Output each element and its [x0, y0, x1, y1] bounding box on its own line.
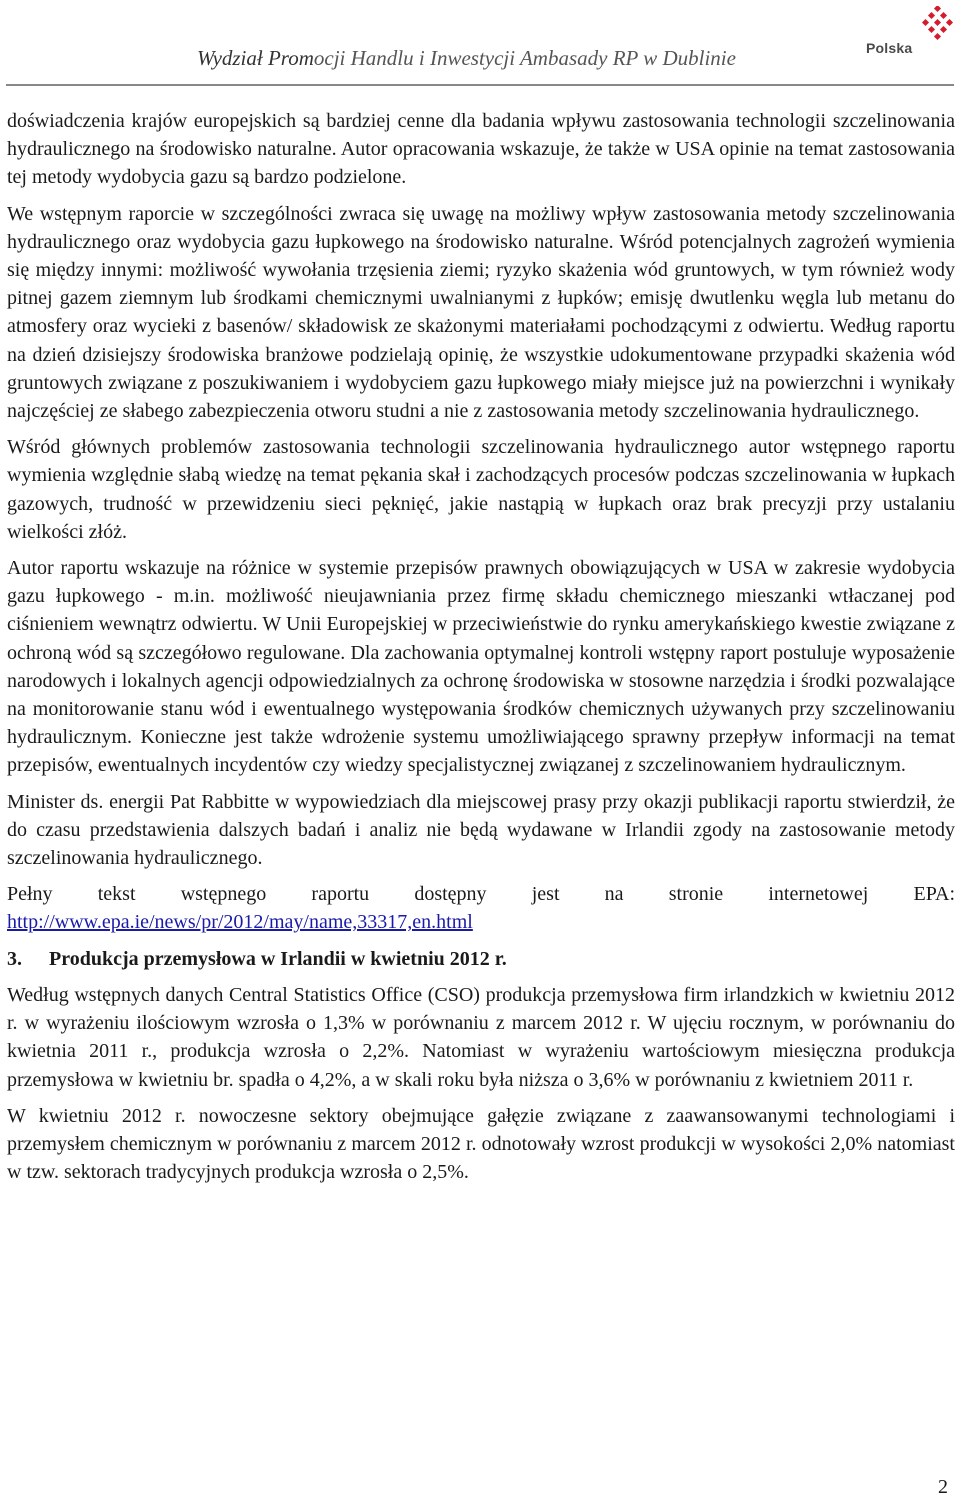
header-title-part-b: ocji Handlu i Inwestycji Ambasady RP w Dublinie	[313, 46, 736, 70]
paragraph-5: Minister ds. energii Pat Rabbitte w wypowiedziach dla miejscowej prasy przy okazji publikacji raportu stwierdził, że do czasu przedstawienia dalszych badań i analiz nie będą wydawane w Irlandii zgody na zastosowanie metody szczelinowania hydraulicznego.	[7, 790, 955, 870]
paragraph-1: doświadczenia krajów europejskich są bardziej cenne dla badania wpływu zastosowania technologii szczelinowania hydraulicznego na środowisko naturalne. Autor opracowania wskazuje, że także w USA opinie na temat zastosowania tej metody wydobycia gazu są bardzo podzielone.	[7, 110, 955, 189]
header-divider	[6, 84, 954, 86]
document-body	[7, 107, 955, 1194]
paragraph-3: Wśród głównych problemów zastosowania technologii szczelinowania hydraulicznego autor wstępnego raportu wymienia względnie słabą wiedzę na temat pękania skał i zachodzących procesów podczas szczelinowania w łupkach gazowych, trudność w przewidzeniu sieci pęknięć, jakie nastąpią w łupkach oraz brak precyzji przy ustalaniu wielkości złóż.	[7, 436, 955, 543]
section-heading	[7, 945, 955, 973]
section-number: 3.	[7, 947, 22, 970]
header-title	[197, 46, 736, 71]
paragraph-4: Autor raportu wskazuje na różnice w systemie przepisów prawnych obowiązujących w USA w zakresie wydobycia gazu łupkowego - m.in. możliwość nieujawniania przez firmę składu chemicznego mieszanki wtłaczanej pod ciśnieniem wewnątrz odwiertu. W Unii Europejskiej w przeciwieństwie do rynku amerykańskiego kwestie związane z ochroną wód są szczegółowo regulowane. Dla zachowania optymalnej kontroli wstępny raport postuluje wyposażenie narodowych i lokalnych agencji odpowiedzialnych za ochronę środowiska w stosowne narzędzia i środki pozwalające na monitorowanie stanu wód i ewentualnego występowania środków chemicznych używanych przy szczelinowaniu hydraulicznym. Konieczne jest także wdrożenie systemu umożliwiającego sprawny przepływ informacji na temat przepisów, ewentualnych incydentów czy wiedzy specjalistycznej związanej z szczelinowaniem hydraulicznym.	[7, 557, 955, 777]
page-header	[0, 0, 960, 84]
page-number: 2	[938, 1476, 948, 1498]
section-paragraph-1: Według wstępnych danych Central Statistics Office (CSO) produkcja przemysłowa firm irlandzkich w kwietniu 2012 r. w wyrażeniu ilościowym wzrosła o 1,3% w porównaniu z marcem 2012 r. W ujęciu rocznym, w porównaniu do kwietnia 2011 r., produkcja wzrosła o 2,2%. Natomiast w wyrażeniu wartościowym miesięczna produkcja przemysłowa w kwietniu br. spadła o 4,2%, a w skali roku była niższa o 3,6% w porównaniu z kwietniem 2011 r.	[7, 983, 955, 1091]
paragraph-link	[7, 880, 955, 936]
link-intro-text: Pełny tekst wstępnego raportu dostępny jest na stronie internetowej EPA:	[7, 883, 955, 906]
section-paragraph-2: W kwietniu 2012 r. nowoczesne sektory obejmujące gałęzie związane z zaawansowanymi technologiami i przemysłem chemicznym w porównaniu z marcem 2012 r. odnotowały wzrost produkcji w wysokości 2,0% natomiast w tzw. sektorach tradycyjnych produkcja wzrosła o 2,5%.	[7, 1104, 955, 1184]
polska-kite-icon	[920, 6, 956, 46]
epa-report-link[interactable]: http://www.epa.ie/news/pr/2012/may/name,33317,en.html	[7, 911, 473, 934]
section-title: Produkcja przemysłowa w Irlandii w kwietniu 2012 r.	[49, 947, 507, 970]
polska-logo	[862, 6, 958, 76]
logo-text: Polska	[866, 40, 913, 56]
header-title-part-a: Wydział Prom	[197, 46, 314, 70]
paragraph-2: We wstępnym raporcie w szczególności zwraca się uwagę na możliwy wpływ zastosowania metody szczelinowania hydraulicznego oraz wydobycia gazu łupkowego na środowisko naturalne. Wśród potencjalnych zagrożeń wymienia się między innymi: możliwość wywołania trzęsienia ziemi; ryzyko skażenia wód gruntowych, w tym również wody pitnej gazem ziemnym lub środkami chemicznymi uwalnianymi z łupków; emisję dwutlenku węgla lub metanu do atmosfery oraz wycieki z basenów/ składowisk ze skażonymi materiałami pochodzącymi z odwiertu. Według raportu na dzień dzisiejszy środowiska branżowe podzielają opinię, że wszystkie udokumentowane przypadki skażenia wód gruntowych związane z poszukiwaniem i wydobyciem gazu łupkowego miały miejsce już na powierzchni i wynikały najczęściej ze słabego zabezpieczenia otworu studni a nie z zastosowania metody szczelinowania hydraulicznego.	[7, 202, 955, 423]
